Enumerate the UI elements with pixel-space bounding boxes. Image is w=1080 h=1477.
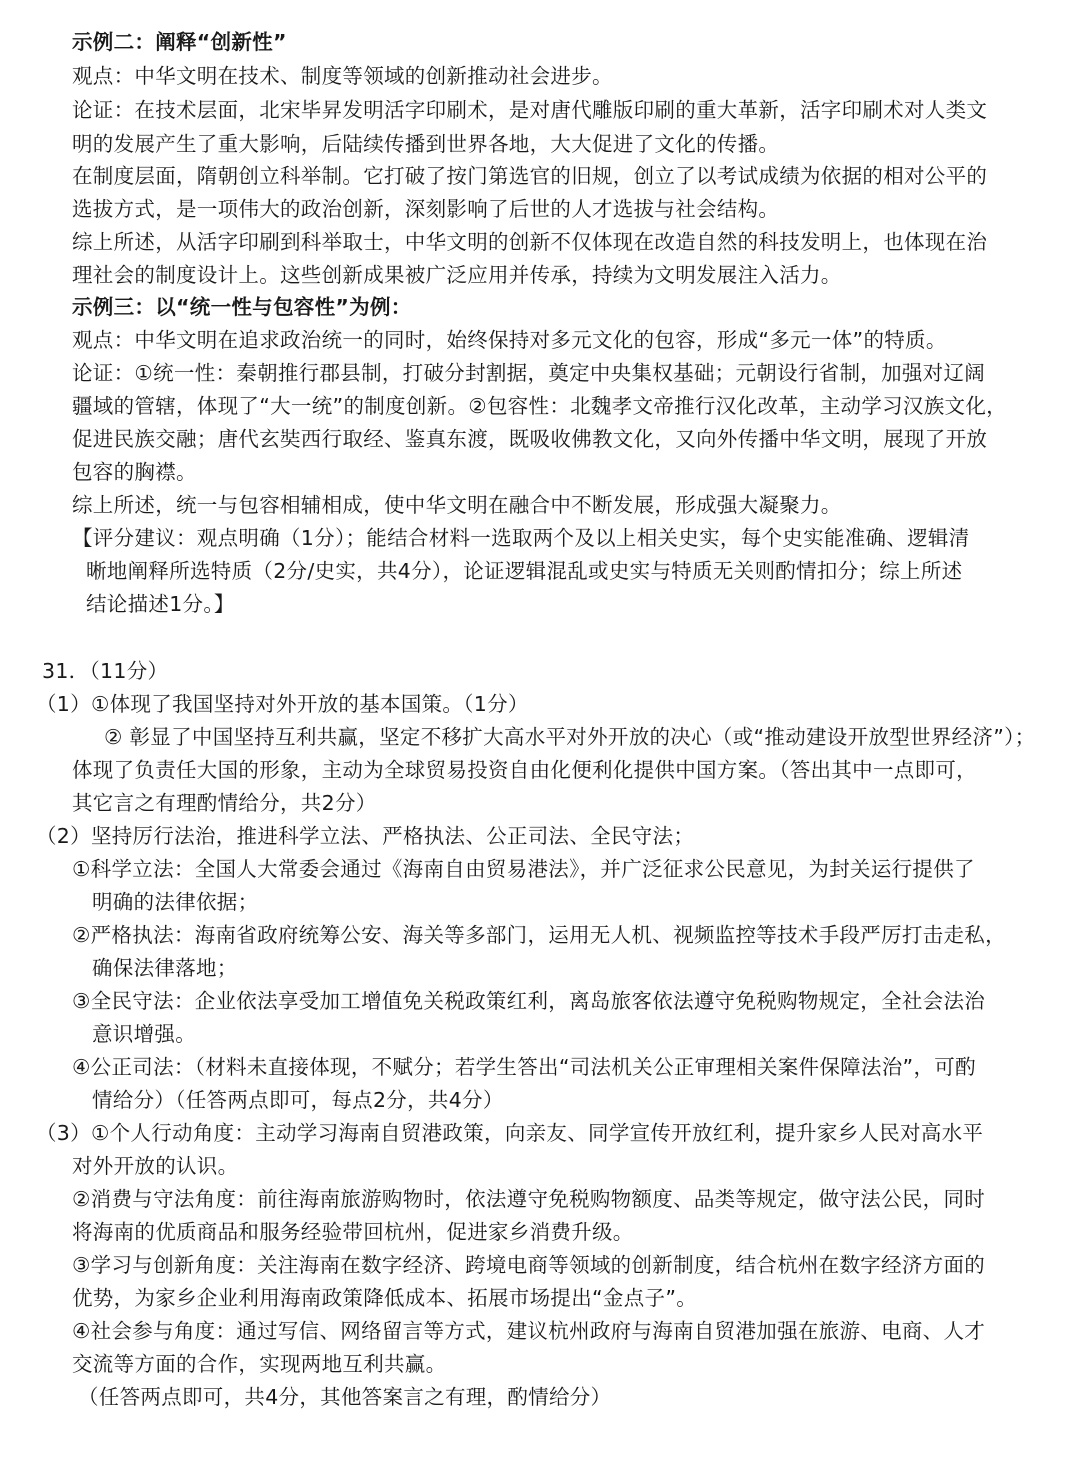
q31-part1-line: 其它言之有理酌情给分，共2分） (72, 791, 377, 815)
q31-part3-line: 交流等方面的合作，实现两地互利共赢。 (72, 1352, 447, 1376)
q31-part2-line: 意识增强。 (92, 1022, 196, 1046)
q31-part1-line: 体现了负责任大国的形象，主动为全球贸易投资自由化便利化提供中国方案。（答出其中一点即可， (72, 758, 977, 782)
q31-part2-line: ③全民守法：企业依法享受加工增值免关税政策红利，离岛旅客依法遵守免税购物规定，全社会法治 (72, 989, 986, 1013)
example3-line: 论证：①统一性：秦朝推行郡县制，打破分封割据，奠定中央集权基础；元朝设行省制，加强对辽阔 (72, 361, 986, 385)
q31-part3-line: 将海南的优质商品和服务经验带回杭州，促进家乡消费升级。 (72, 1220, 634, 1244)
scoring-line: 【评分建议：观点明确（1分）；能结合材料一选取两个及以上相关史实，每个史实能准确、逻辑清 (72, 526, 970, 550)
q31-part3-line: ②消费与守法角度：前往海南旅游购物时，依法遵守免税购物额度、品类等规定，做守法公民，同时 (72, 1187, 986, 1211)
example3-line: 疆域的管辖，体现了“大一统”的制度创新。②包容性：北魏孝文帝推行汉化改革，主动学习汉族文化， (72, 394, 1007, 418)
q31-part2-line: （2）坚持厉行法治，推进科学立法、严格执法、公正司法、全民守法； (36, 824, 695, 848)
q31-part2-line: ④公正司法：（材料未直接体现，不赋分；若学生答出“司法机关公正审理相关案件保障法治”，可酌 (72, 1055, 976, 1079)
q31-part3-line: 优势，为家乡企业利用海南政策降低成本、拓展市场提出“金点子”。 (72, 1286, 698, 1310)
q31-part3-line: ③学习与创新角度：关注海南在数字经济、跨境电商等领域的创新制度，结合杭州在数字经济方面的 (72, 1253, 986, 1277)
example2-line: 明的发展产生了重大影响，后陆续传播到世界各地，大大促进了文化的传播。 (72, 132, 780, 156)
example2-line: 理社会的制度设计上。这些创新成果被广泛应用并传承，持续为文明发展注入活力。 (72, 263, 842, 287)
q31-part1-line: ② 彰显了中国坚持互利共赢，坚定不移扩大高水平对外开放的决心（或“推动建设开放型世界经济”）； (104, 725, 1036, 749)
example2-line: 综上所述，从活字印刷到科举取士，中华文明的创新不仅体现在改造自然的科技发明上，也体现在治 (72, 230, 988, 254)
q31-part3-line: （任答两点即可，共4分，其他答案言之有理，酌情给分） (78, 1385, 612, 1409)
example3-line: 促进民族交融；唐代玄奘西行取经、鉴真东渡，既吸收佛教文化，又向外传播中华文明，展现了开放 (72, 427, 988, 451)
example2-line: 观点：中华文明在技术、制度等领域的创新推动社会进步。 (72, 64, 613, 88)
example3-line: 包容的胸襟。 (72, 460, 197, 484)
q31-part3-line: ④社会参与角度：通过写信、网络留言等方式，建议杭州政府与海南自贸港加强在旅游、电商、人才 (72, 1319, 986, 1343)
q31-part2-line: 明确的法律依据； (92, 890, 259, 914)
example2-heading: 示例二：阐释“创新性” (72, 30, 287, 54)
scoring-line: 晰地阐释所选特质（2分/史实，共4分），论证逻辑混乱或史实与特质无关则酌情扣分；综上所述 (86, 559, 963, 583)
q31-part2-line: 确保法律落地； (92, 956, 238, 980)
example3-line: 观点：中华文明在追求政治统一的同时，始终保持对多元文化的包容，形成“多元一体”的特质。 (72, 328, 947, 352)
scoring-line: 结论描述1分。】 (86, 592, 235, 616)
example2-line: 在制度层面，隋朝创立科举制。它打破了按门第选官的旧规，创立了以考试成绩为依据的相对公平的 (72, 164, 988, 188)
example2-line: 论证：在技术层面，北宋毕昇发明活字印刷术，是对唐代雕版印刷的重大革新，活字印刷术对人类文 (72, 98, 988, 122)
q31-part1-line: （1）①体现了我国坚持对外开放的基本国策。（1分） (36, 692, 529, 716)
q31-part3-line: 对外开放的认识。 (72, 1154, 239, 1178)
example3-heading: 示例三：以“统一性与包容性”为例： (72, 295, 412, 319)
q31-part2-line: ①科学立法：全国人大常委会通过《海南自由贸易港法》，并广泛征求公民意见，为封关运行提供了 (72, 857, 975, 881)
q31-title: 31．（11分） (42, 659, 169, 683)
q31-part3-line: （3）①个人行动角度：主动学习海南自贸港政策，向亲友、同学宣传开放红利，提升家乡人民对高水平 (36, 1121, 984, 1145)
example3-line: 综上所述，统一与包容相辅相成，使中华文明在融合中不断发展，形成强大凝聚力。 (72, 493, 842, 517)
q31-part2-line: ②严格执法：海南省政府统筹公安、海关等多部门，运用无人机、视频监控等技术手段严厉打击走私， (72, 923, 1006, 947)
example2-line: 选拔方式，是一项伟大的政治创新，深刻影响了后世的人才选拔与社会结构。 (72, 197, 780, 221)
q31-part2-line: 情给分）（任答两点即可，每点2分，共4分） (92, 1088, 504, 1112)
